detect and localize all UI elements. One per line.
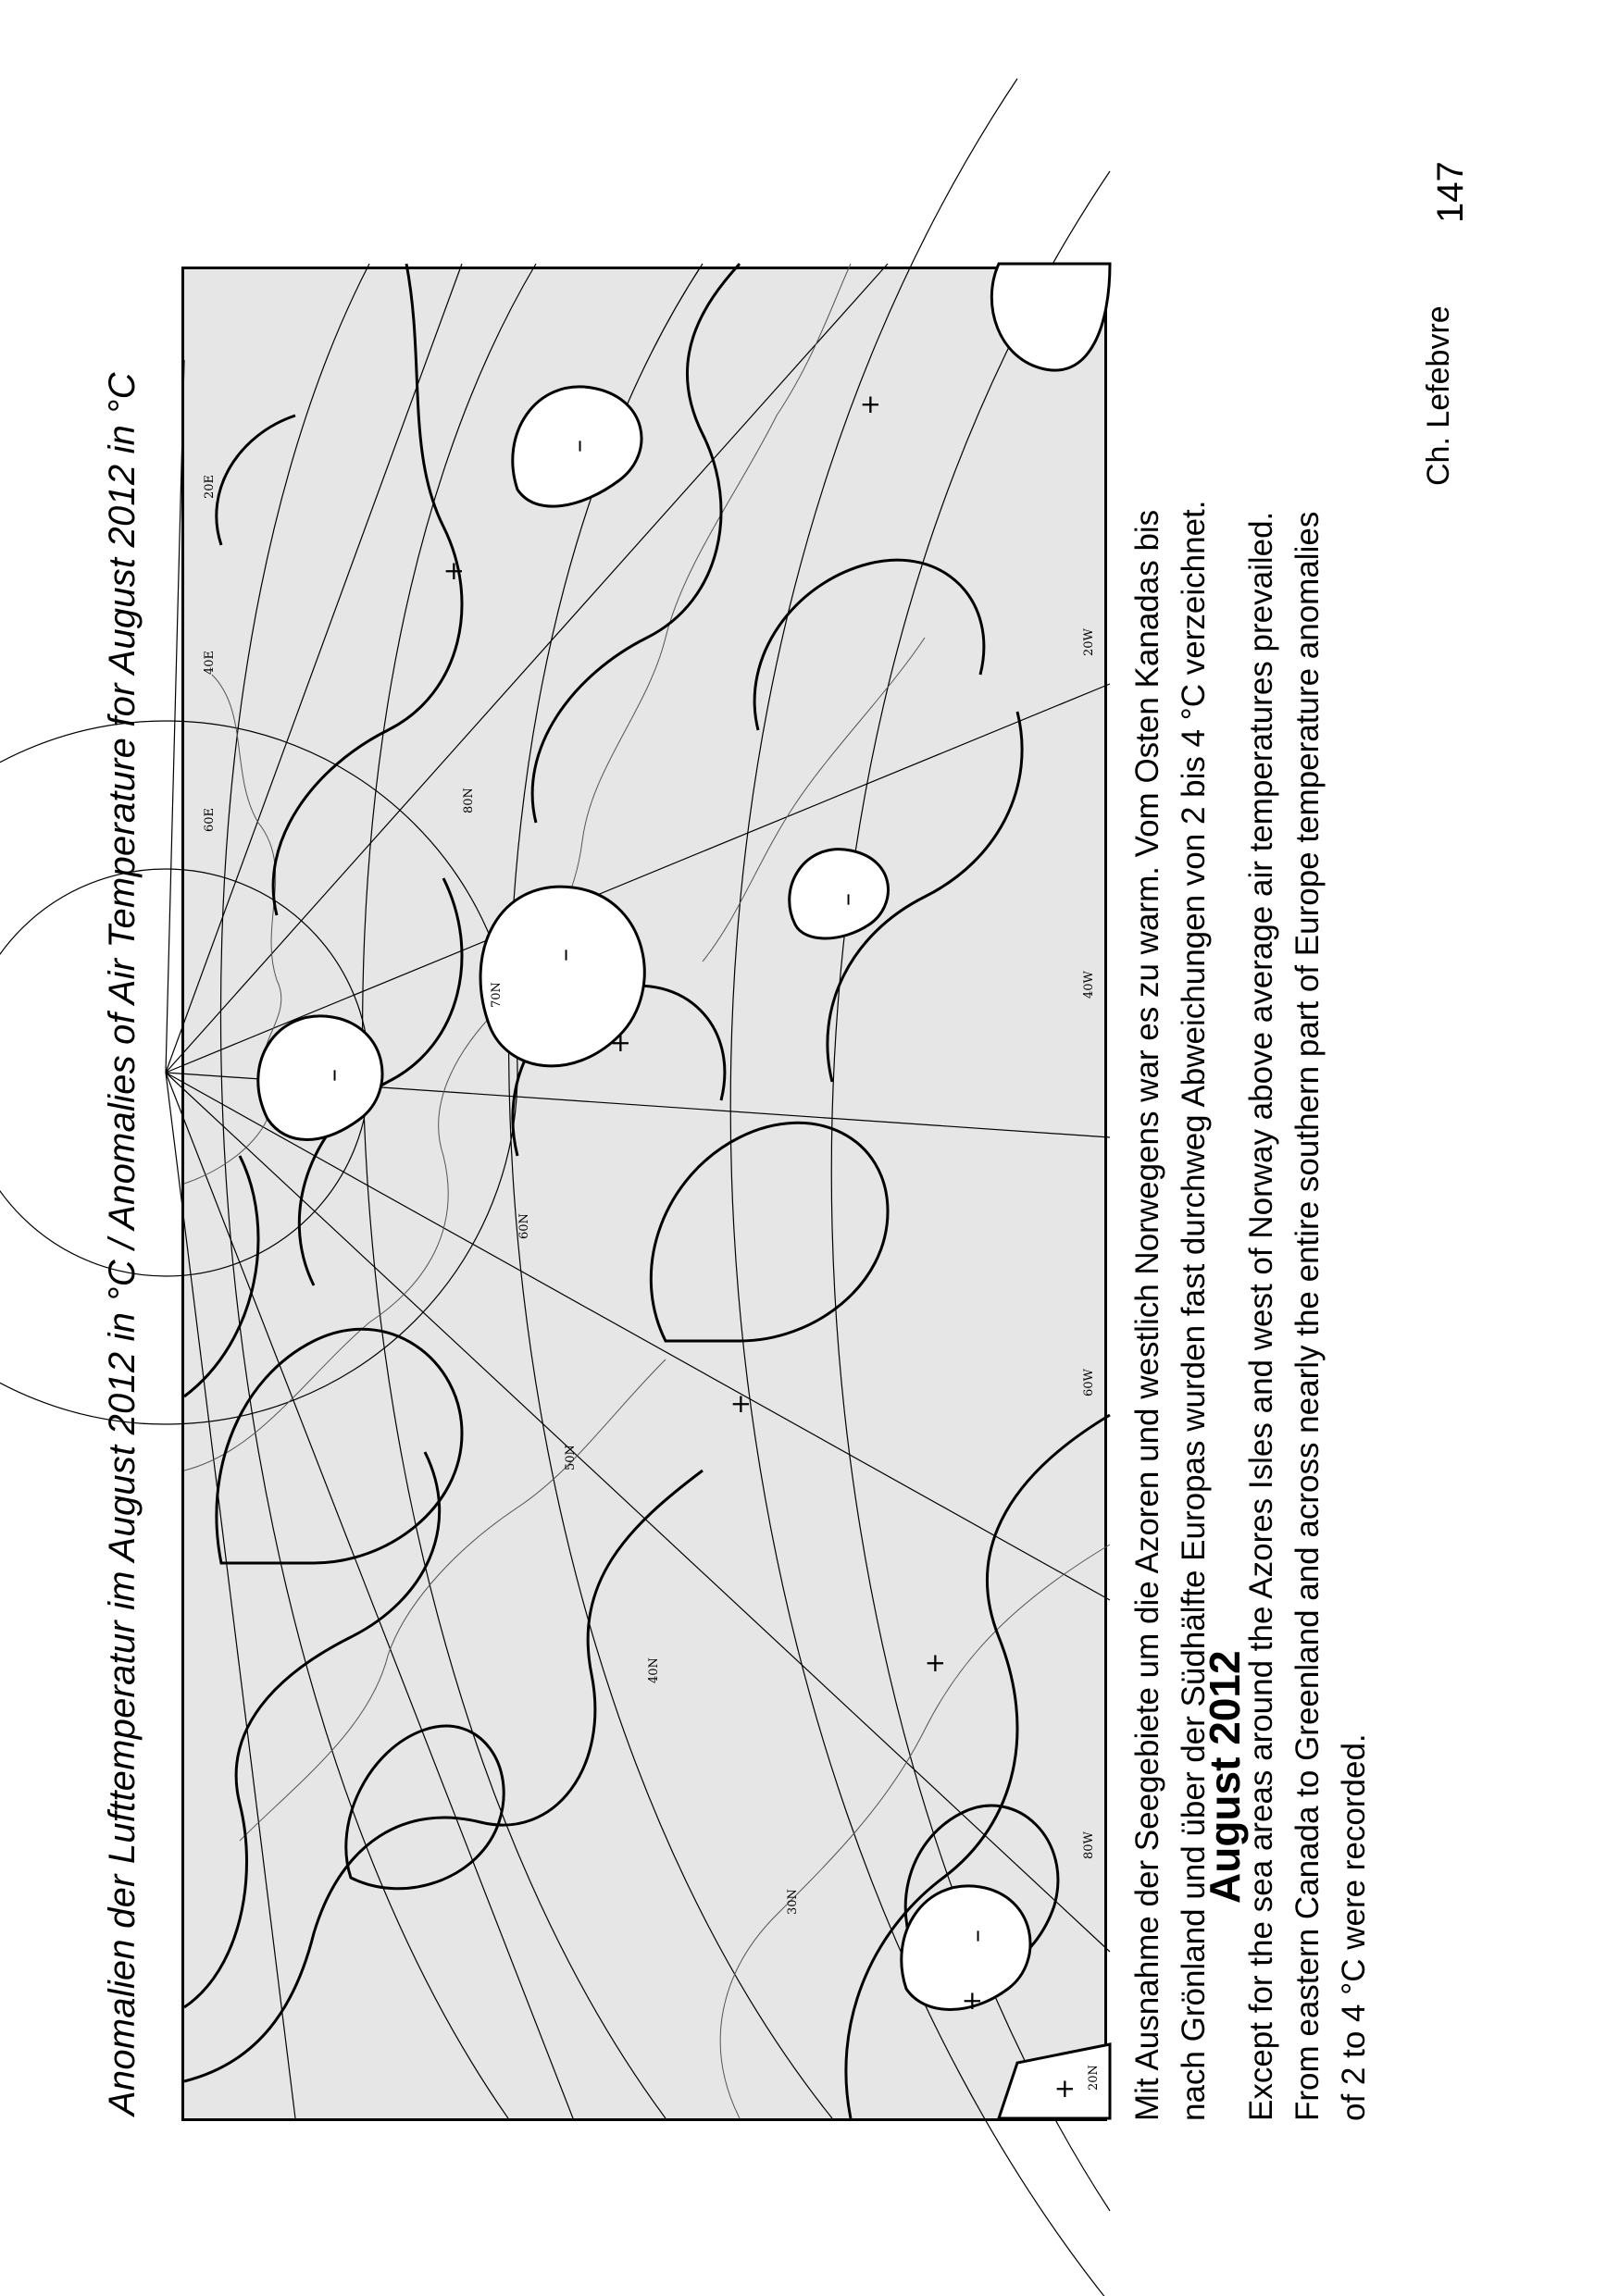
grid-label-40E: 40E bbox=[203, 650, 217, 675]
german-line-1: Mit Ausnahme der Seegebiete um die Azoren und westlich Norwegens war es zu warm. Vom Osten Kanadas bis bbox=[1129, 509, 1165, 2121]
german-description bbox=[1125, 233, 1217, 2121]
grid-label-80N: 80N bbox=[462, 788, 476, 813]
map-drawing bbox=[184, 264, 1110, 2118]
grid-label-60W: 60W bbox=[1082, 1369, 1096, 1396]
svg-text:–: – bbox=[563, 440, 593, 453]
svg-text:+: + bbox=[956, 1990, 987, 2012]
english-line-3: of 2 to 4 °C were recorded. bbox=[1336, 1733, 1372, 2121]
grid-label-50N: 50N bbox=[564, 1445, 578, 1471]
svg-text:–: – bbox=[961, 1930, 991, 1942]
coastlines bbox=[184, 264, 1110, 2118]
grid-label-20E: 20E bbox=[203, 474, 217, 499]
english-description bbox=[1239, 233, 1377, 2121]
longitude-grid bbox=[166, 264, 1110, 2118]
grid-label-80W: 80W bbox=[1082, 1831, 1096, 1859]
svg-text:–: – bbox=[318, 1069, 348, 1082]
grid-label-40W: 40W bbox=[1082, 971, 1096, 999]
svg-text:–: – bbox=[549, 949, 579, 962]
grid-label-70N: 70N bbox=[490, 982, 504, 1008]
english-line-2: From eastern Canada to Greenland and across nearly the entire southern part of Europe temperature anomalies bbox=[1289, 511, 1326, 2121]
grid-label-20W: 20W bbox=[1082, 628, 1096, 656]
page-number: 147 bbox=[1430, 161, 1471, 223]
grid-label-30N: 30N bbox=[786, 1889, 800, 1915]
grid-label-40N: 40N bbox=[647, 1657, 661, 1683]
grid-label-20N: 20N bbox=[1087, 2065, 1101, 2091]
svg-text:+: + bbox=[854, 393, 885, 416]
anomaly-isolines bbox=[184, 264, 1110, 2118]
svg-text:–: – bbox=[831, 893, 862, 906]
svg-text:+: + bbox=[725, 1393, 755, 1415]
map-month-label: August 2012 bbox=[1198, 1639, 1252, 1915]
german-line-2: nach Grönland und über der Südhälfte Europas wurden fast durchweg Abweichungen von 2 bis 4 °C verzeichnet. bbox=[1176, 500, 1212, 2121]
svg-text:+: + bbox=[1049, 2078, 1079, 2100]
english-line-1: Except for the sea areas around the Azores Isles and west of Norway above average air temperatures prevailed. bbox=[1243, 511, 1279, 2121]
svg-text:+: + bbox=[438, 560, 468, 582]
page-title: Anomalien der Lufttemperatur im August 2012 in °C / Anomalies of Air Temperature for August 2012 in °C bbox=[102, 372, 143, 2116]
grid-label-60E: 60E bbox=[203, 807, 217, 832]
grid-label-60N: 60N bbox=[517, 1213, 531, 1239]
svg-text:+: + bbox=[919, 1652, 950, 1674]
anomaly-sign-markers bbox=[318, 394, 1079, 2100]
author-credit: Ch. Lefebvre bbox=[1421, 305, 1456, 486]
svg-text:+: + bbox=[604, 1032, 635, 1054]
